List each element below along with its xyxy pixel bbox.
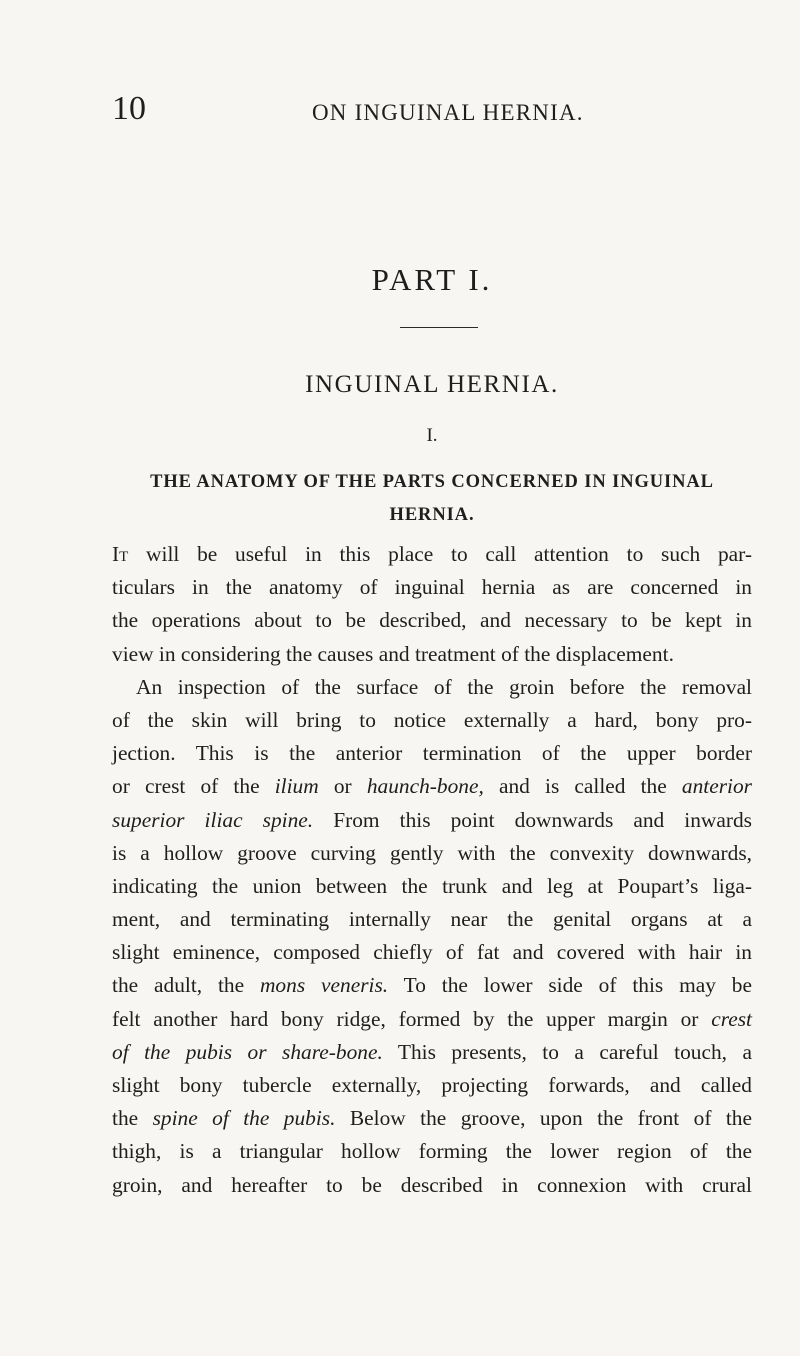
italic-term: of [112,1039,145,1064]
text-line [112,770,752,803]
text-line [112,1036,752,1069]
text-line: slight bony tubercle externally, projecting forwards, and called [112,1073,752,1097]
text-run: This presents, to a careful touch, a [382,1039,752,1064]
text-run: the adult, the [112,973,260,998]
text-line [112,538,752,571]
text-run: the [112,1106,153,1131]
page-number: 10 [112,90,146,127]
italic-term: spine of the pubis. [152,1106,336,1131]
text-run: To the lower side of this may be [388,973,752,998]
chapter-number: I. [426,425,438,446]
text-line: thigh, is a triangular hollow forming the lower region of the [112,1139,752,1164]
text-line: is a hollow groove curving gently with the convexity downwards, [112,840,752,865]
text-run: or crest of the [112,774,275,799]
text-line: slight eminence, composed chiefly of fat and covered with hair in [112,940,752,965]
part-title: PART I. [371,262,493,297]
text-line: An inspection of the surface of the groin before the removal [136,674,752,699]
text-line [112,1102,752,1135]
text-line: the operations about to be described, and necessary to be kept in [112,608,752,633]
italic-term: anterior [681,774,753,799]
chapter-title-line: HERNIA. [389,505,475,525]
opening-word: It [112,542,129,566]
text-line: ment, and terminating internally near the genital organs at a [112,907,752,932]
italic-term: superior iliac spine. [112,807,314,832]
italic-term: ilium [274,774,319,799]
italic-term: crest [711,1006,752,1031]
italic-term: haunch-bone, [366,774,484,799]
text-run: or [318,774,367,799]
text-line [112,804,752,837]
text-line: indicating the union between the trunk and leg at Poupart’s liga- [112,873,752,898]
section-title: INGUINAL HERNIA. [305,371,559,398]
text-run: felt another hard bony ridge, formed by the upper margin or [112,1006,712,1031]
running-head: ON INGUINAL HERNIA. [312,100,584,125]
body-text [112,538,752,1202]
text-line: view in considering the causes and treatment of the displacement. [112,641,674,666]
italic-term: the pubis [144,1039,233,1064]
italic-term: or [232,1039,283,1064]
text-line: jection. This is the anterior termination of the upper border [112,741,752,766]
chapter-title-line: THE ANATOMY OF THE PARTS CONCERNED IN INGUINAL [150,472,714,492]
text-line: ticulars in the anatomy of inguinal hernia as are concerned in [112,575,752,600]
text-line: of the skin will bring to notice externally a hard, bony pro- [112,707,752,732]
text-line [112,969,752,1002]
chapter-title [112,466,752,532]
text-run: From this point downwards and inwards [313,807,753,832]
italic-term: mons veneris. [259,973,389,998]
page-header [112,92,752,136]
text-line [112,1003,752,1036]
text-run: Below the groove, upon the front of the [335,1106,752,1131]
text-run: and is called the [483,774,682,799]
italic-term: share-bone. [282,1039,383,1064]
text-line: groin, and hereafter to be described in connexion with crural [112,1172,752,1197]
text-run: will be useful in this place to call attention to such par- [128,542,752,566]
title-divider [400,327,478,328]
